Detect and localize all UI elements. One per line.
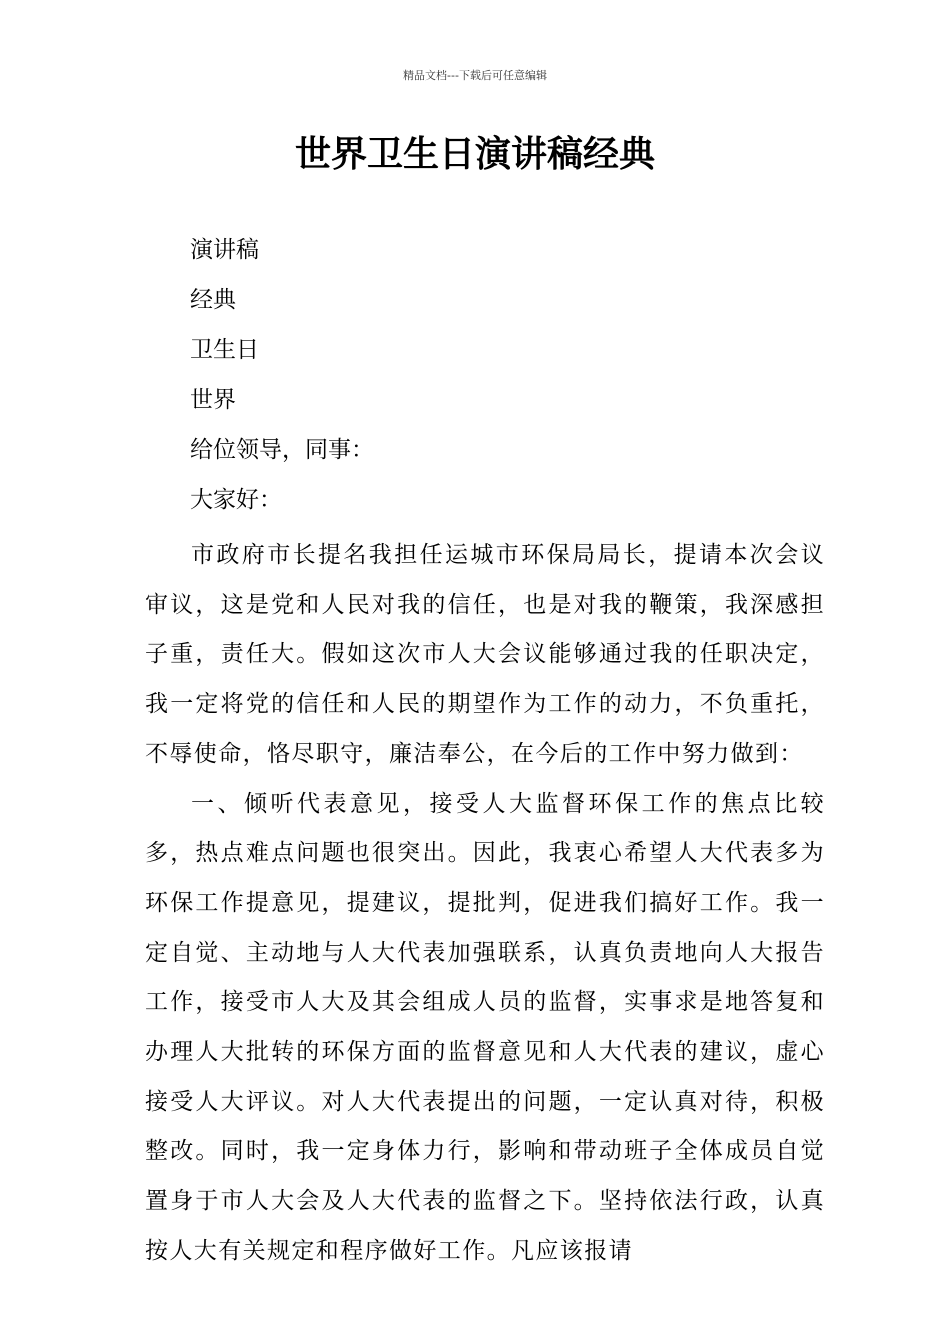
document-title: 世界卫生日演讲稿经典 <box>294 134 655 175</box>
paragraph: 市政府市长提名我担任运城市环保局局长，提请本次会议审议，这是党和人民对我的信任，也是对我的鞭策，我深感担子重，责任大。假如这次市人大会议能够通过我的任职决定，我一定将党的信任和人民的期望作为工作的动力，不负重托，不辱使命，恪尽职守，廉洁奉公，在今后的工作中努力做到： <box>145 542 825 767</box>
paragraph: 一、倾听代表意见，接受人大监督环保工作的焦点比较多，热点难点问题也很突出。因此，我衷心希望人大代表多为环保工作提意见，提建议，提批判，促进我们搞好工作。我一定自觉、主动地与人大代表加强联系，认真负责地向人大报告工作，接受市人大及其会组成人员的监督，实事求是地答复和办理人大批转的环保方面的监督意见和人大代表的建议，虚心接受人大评议。对人大代表提出的问题，一定认真对待，积极整改。同时，我一定身体力行，影响和带动班子全体成员自觉置身于市人大会及人大代表的监督之下。坚持依法行政，认真按人大有关规定和程序做好工作。凡应该报请 <box>145 790 825 1264</box>
keyword-line: 卫生日 <box>190 337 259 363</box>
greeting: 大家好： <box>190 487 282 513</box>
keyword-line: 经典 <box>190 287 236 313</box>
keyword-list <box>190 230 810 530</box>
body-text <box>145 531 825 1277</box>
keyword-line: 世界 <box>190 387 236 413</box>
header-note: 精品文档---下载后可任意编辑 <box>403 69 547 82</box>
salutation: 给位领导，同事： <box>190 437 374 463</box>
keyword-line: 演讲稿 <box>190 237 259 263</box>
